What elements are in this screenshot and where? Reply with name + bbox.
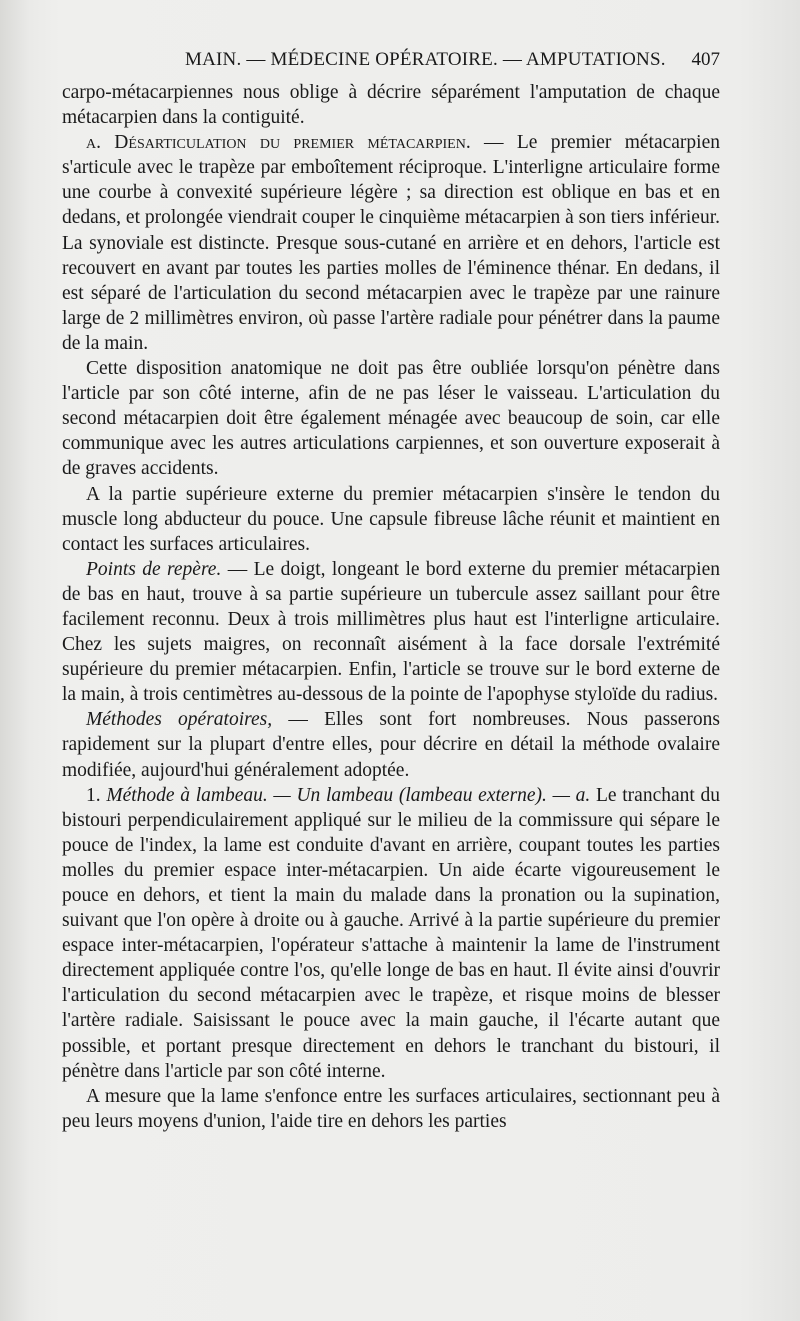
section-heading: a. Désarticulation du premier métacarpien.	[86, 132, 471, 154]
paragraph-continuation: carpo-métacarpiennes nous oblige à décrire séparément l'amputation de chaque métacarpien dans la contiguité.	[62, 82, 720, 129]
page-number: 407	[691, 49, 720, 70]
paragraph-desarticulation: a. Désarticulation du premier métacarpien. — Le premier métacarpien s'articule avec le trapèze par emboîtement réciproque. L'interligne articulaire forme une courbe à convexité supérieure légère ; sa direction est oblique en bas et en dedans, et prolongée viendrait couper le cinquième métacarpien à son tiers inférieur. La synoviale est distincte. Presque sous-cutané en arrière et en dehors, l'article est recouvert en avant par toutes les parties molles de l'éminence thénar. En dedans, il est séparé de l'articulation du second métacarpien avec le trapèze par une rainure large de 2 millimètres environ, où passe l'artère radiale pour pénétrer dans la paume de la main.	[62, 132, 720, 354]
subheading: Points de repère.	[86, 558, 222, 580]
paragraph-methodes: Méthodes opératoires, — Elles sont fort nombreuses. Nous passerons rapidement sur la plupart d'entre elles, pour décrire en détail la méthode ovalaire modifiée, aujourd'hui généralement adoptée.	[62, 709, 720, 781]
running-header	[185, 48, 720, 72]
subheading: Méthode à lambeau. — Un lambeau (lambeau externe). — a.	[106, 784, 591, 806]
paragraph-points-de-repere: Points de repère. — Le doigt, longeant le bord externe du premier métacarpien de bas en haut, trouve à sa partie supérieure un tubercule assez saillant pour être facilement reconnu. Deux à trois millimètres plus haut est l'interligne articulaire. Chez les sujets maigres, on reconnaît aisément à la face dorsale l'extrémité supérieure du premier métacarpien. Enfin, l'article se trouve sur le bord externe de la main, à trois centimètres au-dessous de la pointe de l'apophyse styloïde du radius.	[62, 558, 720, 706]
running-title: MAIN. — MÉDECINE OPÉRATOIRE. — AMPUTATIONS.	[185, 49, 666, 70]
paragraph: Cette disposition anatomique ne doit pas être oubliée lorsqu'on pénètre dans l'article par son côté interne, afin de ne pas léser le vaisseau. L'articulation du second métacarpien doit être également ménagée avec beaucoup de soin, car elle communique avec les autres articulations carpiennes, et son ouverture exposerait à de graves accidents.	[62, 358, 720, 480]
subheading: Méthodes opératoires,	[86, 709, 273, 731]
paragraph: A la partie supérieure externe du premier métacarpien s'insère le tendon du muscle long abducteur du pouce. Une capsule fibreuse lâche réunit et maintient en contact les surfaces articulaires.	[62, 483, 720, 555]
paragraph-methode-lambeau: 1. Méthode à lambeau. — Un lambeau (lambeau externe). — a. Le tranchant du bistouri perpendiculairement appliqué sur le milieu de la commissure qui sépare le pouce de l'index, la lame est conduite d'avant en arrière, coupant toutes les parties molles du premier espace inter-métacarpien. Un aide écarte vigoureusement le pouce en dehors, et tient la main du malade dans la pronation ou la supination, suivant que l'on opère à droite ou à gauche. Arrivé à la partie supérieure du premier espace inter-métacarpien, l'opérateur s'attache à maintenir la lame de l'instrument directement appliquée contre l'os, qu'elle longe de bas en haut. Il évite ainsi d'ouvrir l'articulation du second métacarpien avec le trapèze, et risque moins de blesser l'artère radiale. Saisissant le pouce avec la main gauche, il l'écarte autant que possible, et portant presque directement en dehors le tranchant du bistouri, il pénètre dans l'article par son côté interne.	[62, 784, 720, 1082]
paragraph: A mesure que la lame s'enfonce entre les surfaces articulaires, sectionnant peu à peu leurs moyens d'union, l'aide tire en dehors les parties	[62, 1085, 720, 1132]
page-body	[62, 80, 720, 1134]
